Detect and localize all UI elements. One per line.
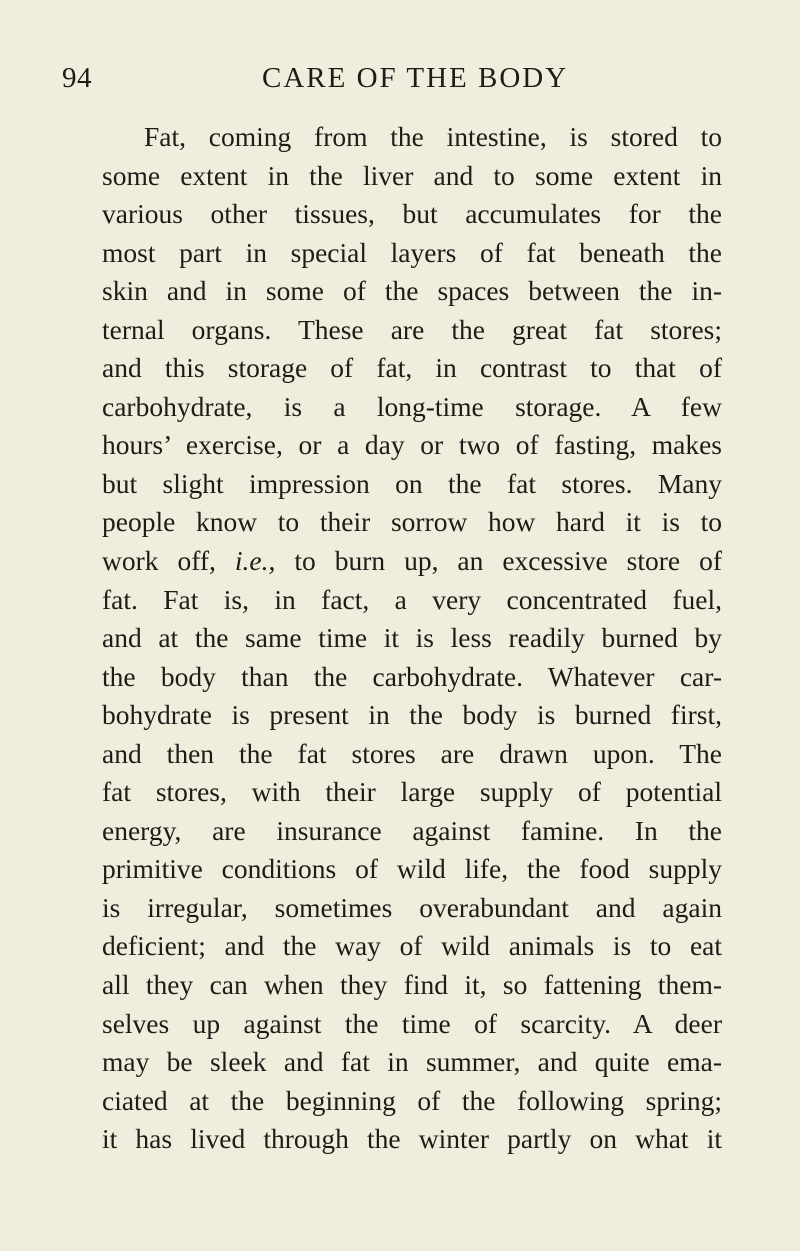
- text-line: fat stores, with their large supply of potential: [102, 776, 722, 808]
- text-line: work off, i.e., to burn up, an excessive store of: [102, 545, 722, 577]
- text-line: may be sleek and fat in summer, and quite ema-: [102, 1046, 722, 1078]
- text-line: primitive conditions of wild life, the food supply: [102, 853, 722, 885]
- text-line: bohydrate is present in the body is burned first,: [102, 699, 722, 731]
- text-line: is irregular, sometimes overabundant and again: [102, 891, 722, 923]
- running-head: CARE OF THE BODY: [262, 62, 569, 94]
- text-line: most part in special layers of fat beneath the: [102, 236, 722, 268]
- text-line: the body than the carbohydrate. Whatever car-: [102, 660, 722, 692]
- text-line: Fat, coming from the intestine, is stored to: [144, 121, 722, 152]
- text-line: it has lived through the winter partly on what it: [102, 1123, 722, 1155]
- text-line: and at the same time it is less readily burned by: [102, 622, 722, 654]
- text-line: hours’ exercise, or a day or two of fasting, makes: [102, 429, 722, 461]
- emphasis-ie: i.e.,: [234, 545, 276, 577]
- text-line: some extent in the liver and to some extent in: [102, 159, 722, 191]
- text-line: all they can when they find it, so fattening them-: [102, 969, 722, 1001]
- text-line: fat. Fat is, in fact, a very concentrated fuel,: [102, 583, 722, 615]
- text-line: ciated at the beginning of the following spring;: [102, 1084, 722, 1116]
- text-line: selves up against the time of scarcity. A deer: [102, 1007, 722, 1039]
- text-line: ternal organs. These are the great fat stores;: [102, 313, 722, 345]
- text-line: carbohydrate, is a long-time storage. A few: [102, 390, 722, 422]
- text-line: but slight impression on the fat stores. Many: [102, 467, 722, 499]
- page-header: [62, 58, 722, 98]
- text-line: various other tissues, but accumulates for the: [102, 198, 722, 230]
- text-line: people know to their sorrow how hard it is to: [102, 506, 722, 538]
- page-number: 94: [62, 62, 92, 94]
- text-line: and then the fat stores are drawn upon. The: [102, 737, 722, 769]
- text-line: and this storage of fat, in contrast to that of: [102, 352, 722, 384]
- text-line: deficient; and the way of wild animals is to eat: [102, 930, 722, 962]
- body-paragraph: [102, 118, 722, 1159]
- text-line: energy, are insurance against famine. In the: [102, 814, 722, 846]
- text-line: skin and in some of the spaces between the in-: [102, 275, 722, 307]
